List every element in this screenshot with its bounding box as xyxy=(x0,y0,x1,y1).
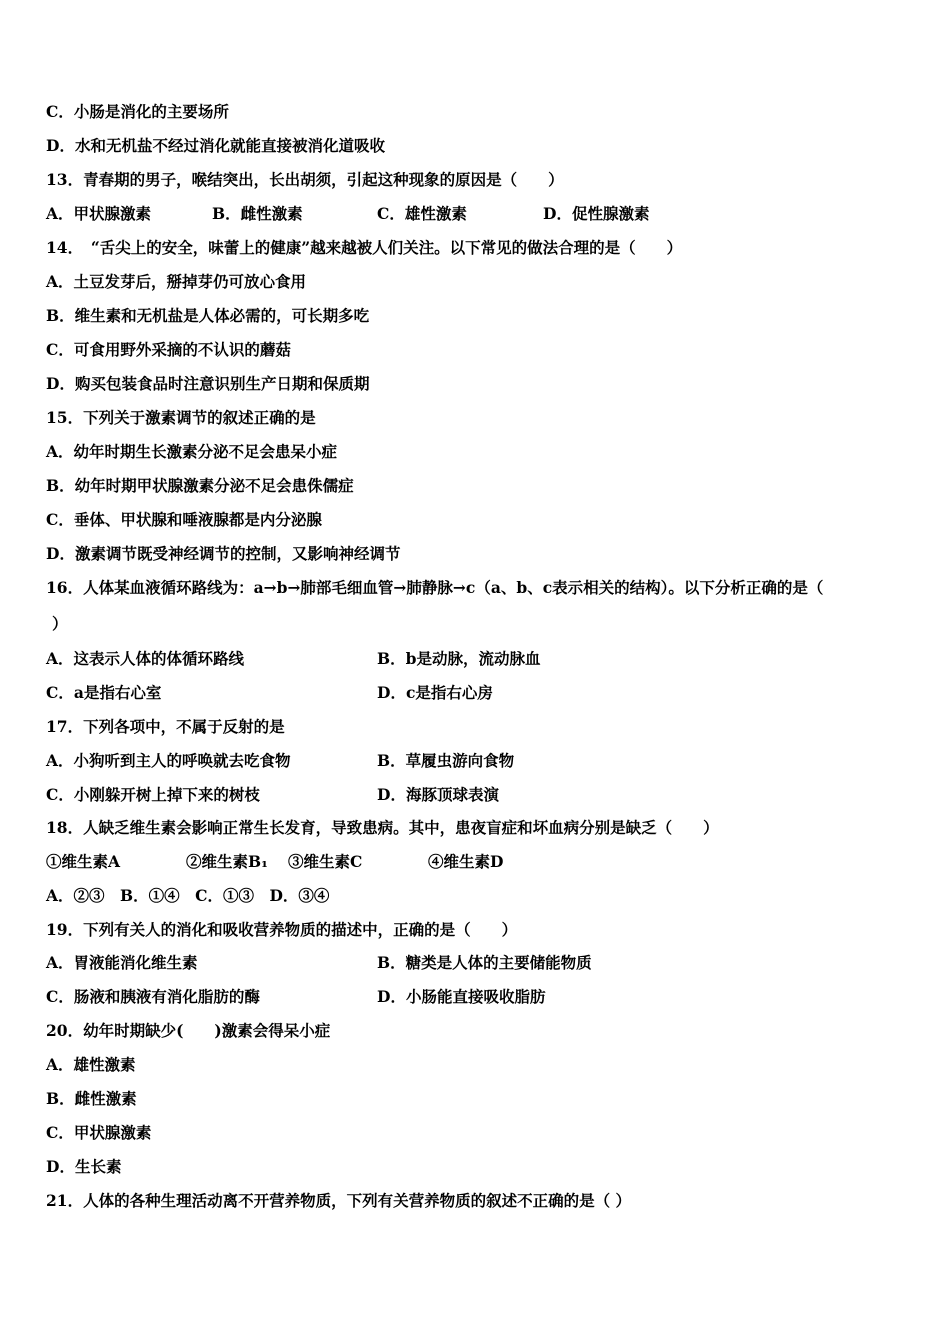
option-d: D．水和无机盐不经过消化就能直接被消化道吸收 xyxy=(46,136,385,155)
q17-option-d: D．海豚顶球表演 xyxy=(377,785,499,804)
q20-option-b: B．雌性激素 xyxy=(46,1089,137,1108)
question-14: 14． “舌尖上的安全，味蕾上的健康”越来越被人们关注。以下常见的做法合理的是（ ） xyxy=(46,238,683,257)
q17-option-c: C．小刚躲开树上掉下来的树枝 xyxy=(46,785,260,804)
q13-option-c: C．雄性激素 xyxy=(377,204,467,223)
q17-option-b: B．草履虫游向食物 xyxy=(377,751,515,770)
q14-option-a: A．土豆发芽后，掰掉芽仍可放心食用 xyxy=(46,272,307,291)
q20-option-d: D．生长素 xyxy=(46,1157,122,1176)
q13-option-d: D．促性腺激素 xyxy=(543,204,650,223)
question-16-continued: ） xyxy=(52,614,68,633)
q16-option-a: A．这表示人体的体循环路线 xyxy=(46,649,245,668)
question-18: 18．人缺乏维生素会影响正常生长发育，导致患病。其中，患夜盲症和坏血病分别是缺乏（ ） xyxy=(46,818,719,837)
q20-option-a: A．雄性激素 xyxy=(46,1055,136,1074)
q15-option-a: A．幼年时期生长激素分泌不足会患呆小症 xyxy=(46,442,338,461)
q18-item-2: ②维生素B₁ xyxy=(186,852,268,871)
q20-option-c: C．甲状腺激素 xyxy=(46,1123,152,1142)
question-21: 21．人体的各种生理活动离不开营养物质，下列有关营养物质的叙述不正确的是（ ） xyxy=(46,1191,631,1210)
q15-option-d: D．激素调节既受神经调节的控制，又影响神经调节 xyxy=(46,544,401,563)
q14-option-d: D．购买包装食品时注意识别生产日期和保质期 xyxy=(46,374,370,393)
question-19: 19．下列有关人的消化和吸收营养物质的描述中，正确的是（ ） xyxy=(46,920,518,939)
q13-option-a: A．甲状腺激素 xyxy=(46,204,152,223)
q19-option-b: B．糖类是人体的主要储能物质 xyxy=(377,953,592,972)
q16-option-c: C．a是指右心室 xyxy=(46,683,162,702)
question-16: 16．人体某血液循环路线为：a→b→肺部毛细血管→肺静脉→c（a、b、c表示相关的结构）。以下分析正确的是（ xyxy=(46,578,824,597)
option-c: C．小肠是消化的主要场所 xyxy=(46,102,229,121)
q15-option-c: C．垂体、甲状腺和唾液腺都是内分泌腺 xyxy=(46,510,322,529)
question-13: 13．青春期的男子，喉结突出，长出胡须，引起这种现象的原因是（ ） xyxy=(46,170,564,189)
q19-option-c: C．肠液和胰液有消化脂肪的酶 xyxy=(46,987,260,1006)
q13-option-b: B．雌性激素 xyxy=(212,204,303,223)
q19-option-d: D．小肠能直接吸收脂肪 xyxy=(377,987,546,1006)
q15-option-b: B．幼年时期甲状腺激素分泌不足会患侏儒症 xyxy=(46,476,354,495)
question-15: 15．下列关于激素调节的叙述正确的是 xyxy=(46,408,316,427)
q17-option-a: A．小狗听到主人的呼唤就去吃食物 xyxy=(46,751,291,770)
q18-item-1: ①维生素A xyxy=(46,852,121,871)
q14-option-c: C．可食用野外采摘的不认识的蘑菇 xyxy=(46,340,291,359)
q14-option-b: B．维生素和无机盐是人体必需的，可长期多吃 xyxy=(46,306,370,325)
q16-option-b: B．b是动脉，流动脉血 xyxy=(377,649,541,668)
question-20: 20．幼年时期缺少( )激素会得呆小症 xyxy=(46,1021,331,1040)
q18-options: A．②③ B．①④ C．①③ D．③④ xyxy=(46,886,330,905)
q19-option-a: A．胃液能消化维生素 xyxy=(46,953,198,972)
q18-item-4: ④维生素D xyxy=(428,852,504,871)
q16-option-d: D．c是指右心房 xyxy=(377,683,493,702)
q18-item-3: ③维生素C xyxy=(288,852,363,871)
question-17: 17．下列各项中，不属于反射的是 xyxy=(46,717,285,736)
